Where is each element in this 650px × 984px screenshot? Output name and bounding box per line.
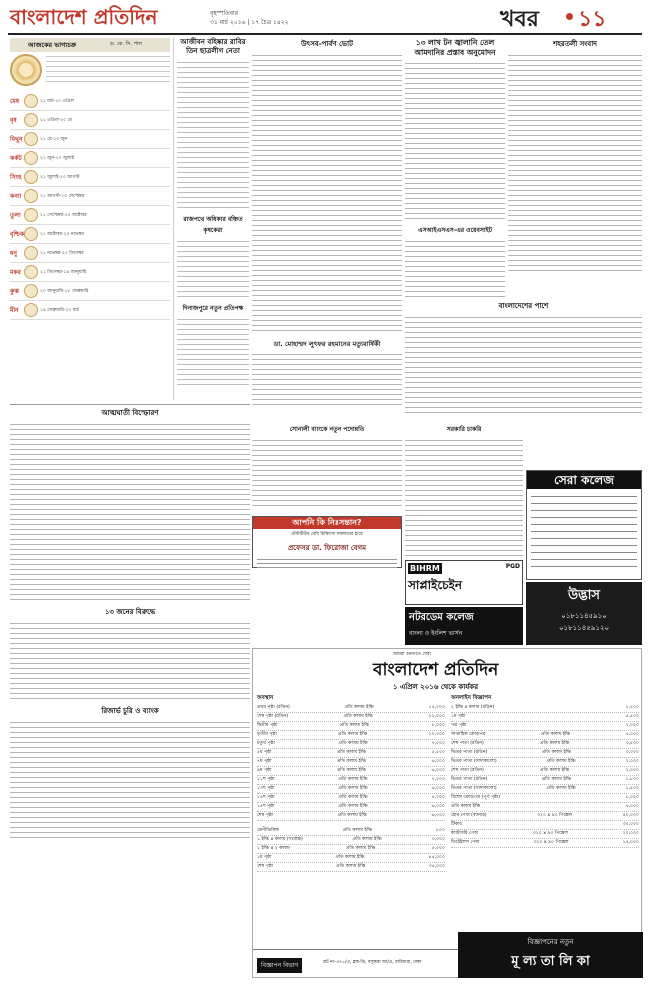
rate-cell: ১ ইঞ্চি x ২ কলাম <box>257 846 290 851</box>
horoscope-row <box>10 263 170 282</box>
news-column-4 <box>405 38 505 338</box>
zodiac-icon <box>24 170 38 184</box>
horoscope-row <box>10 92 170 111</box>
ad-bihrm-pgd: PGD <box>505 563 520 570</box>
zodiac-sign-name: মীন <box>10 306 19 314</box>
rate-cell: প্রতি কলাম ইঞ্চি <box>540 732 571 737</box>
rate-row <box>257 812 445 821</box>
rate-cell: ৮,০০০ <box>625 795 639 800</box>
rate-cell: প্রতি কলাম ইঞ্চি <box>346 846 376 851</box>
ad-ivf[interactable] <box>252 516 402 568</box>
newspaper-logo: বাংলাদেশ প্রতিদিন <box>10 5 158 29</box>
rate-cell: ১ ইঞ্চি x কলাম (সর্বোচ্চ) <box>257 837 303 842</box>
rate-cell: প্রতি কলাম ইঞ্চি <box>339 723 370 728</box>
body-text <box>10 621 250 701</box>
rate-cell: প্রতি কলাম ইঞ্চি <box>336 759 367 764</box>
zodiac-icon <box>24 113 38 127</box>
rate-cell: ৭,০০০ <box>431 777 445 782</box>
rate-banner-top: বিজ্ঞাপনের নতুন <box>527 938 574 946</box>
rate-cell: ১৩শ পৃষ্ঠা <box>257 786 275 791</box>
rate-cell: শেষ পাতা (রঙিন) <box>451 741 484 746</box>
rate-card-left-col <box>257 695 445 872</box>
zodiac-sign-name: কন্যা <box>10 192 22 200</box>
rate-cell: ৬,০০০ <box>431 768 445 773</box>
rate-cell: ভিতর পাতা (সাদাকালো) <box>451 786 497 791</box>
rate-row <box>257 863 445 872</box>
rate-cell: প্রতি কলাম ইঞ্চি <box>338 777 368 782</box>
rate-row <box>257 836 445 845</box>
zodiac-wheel-icon <box>10 54 42 86</box>
rate-cell: ১০,০০০ <box>428 732 445 737</box>
rate-cell: ৫ম পৃষ্ঠা <box>257 750 272 755</box>
headline-bd-pashe: বাংলাদেশের পাশে <box>498 302 549 310</box>
rate-row <box>451 731 639 740</box>
rate-cell: ১৫,০০০ <box>428 705 445 710</box>
rate-card-effective: ১ এপ্রিল ২০১৬ থেকে কার্যকর <box>393 683 479 691</box>
zodiac-icon <box>24 227 38 241</box>
rate-cell: ১,৮০০ <box>625 777 639 782</box>
rate-cell: ভিতর পাতা (সাদাকালো) <box>451 759 497 764</box>
rate-cell: প্রতি কলাম ইঞ্চি <box>546 759 576 764</box>
headline-sis: এসআইএসএস-এর ওয়েবসাইট <box>418 227 492 234</box>
rate-cell: প্রতি কলাম ইঞ্চি <box>546 786 576 791</box>
rate-row <box>257 722 445 731</box>
rate-cell: বিশেষ ক্রোড়পত্র (পূর্ণ পৃষ্ঠা) <box>451 795 501 800</box>
ad-ivf-contact <box>257 557 397 569</box>
headline-fuel: ১৩ লাখ টন জ্বালানি তেল আমদানির প্রস্তাব অনুমোদন <box>414 38 496 57</box>
horoscope-row <box>10 301 170 320</box>
section-dot <box>566 13 573 20</box>
ad-uac[interactable] <box>405 607 523 645</box>
rate-cell: ১৫,০০০ <box>622 840 639 845</box>
horoscope-intro-text <box>46 54 170 86</box>
rate-cell: ৪০,০০০ <box>622 813 639 818</box>
zodiac-icon <box>24 284 38 298</box>
horoscope-row <box>10 111 170 130</box>
rate-cell: ৩,৫০০ <box>625 741 639 746</box>
zodiac-sign-name: মিথুন <box>10 135 23 143</box>
headline-shahartali: শহরতলী সংবাদ <box>553 40 597 48</box>
masthead-rule <box>8 33 642 35</box>
rate-cell: শ্রেণীভিত্তিক <box>257 828 279 833</box>
rate-cell: ৩২০ x ৯০ পিক্সেল <box>532 831 568 836</box>
body-text <box>10 720 250 840</box>
rate-row <box>451 812 639 821</box>
rate-cell: ক্যাটাগরি পেজ <box>451 831 479 836</box>
rate-row <box>451 767 639 776</box>
rate-row <box>257 827 445 836</box>
body-text <box>10 422 250 602</box>
rate-card-right-col <box>451 695 639 848</box>
ad-sera-body <box>531 493 637 573</box>
ad-ivf-doctor: প্রফেসর ডা. ফিরোজা বেগম <box>287 544 367 552</box>
rate-row <box>451 704 639 713</box>
rate-row <box>451 776 639 785</box>
ad-bihrm[interactable] <box>405 560 523 605</box>
rate-row <box>451 785 639 794</box>
ad-udvas-title: উদ্ভাস <box>567 588 601 603</box>
rate-cell: ২ ইঞ্চি x কলাম (রঙিন) <box>451 705 495 710</box>
rate-cell: ৫,৫০০ <box>625 714 639 719</box>
ad-bihrm-logo: BIHRM <box>410 564 440 573</box>
horoscope-row <box>10 282 170 301</box>
zodiac-range: ২১ অক্টোবর-২০ নভেম্বর <box>40 231 84 237</box>
horoscope-row <box>10 244 170 263</box>
horoscope-row <box>10 168 170 187</box>
rate-footer-label: বিজ্ঞাপন বিভাগ <box>257 958 302 973</box>
zodiac-range: ২১ ডিসেম্বর-১৯ জানুয়ারি <box>40 269 87 275</box>
rate-row <box>257 767 445 776</box>
zodiac-range: ২১ নভেম্বর-২০ ডিসেম্বর <box>40 250 84 256</box>
rate-cell: ৫,৫০০ <box>431 750 445 755</box>
rate-row <box>451 821 639 830</box>
zodiac-icon <box>24 94 38 108</box>
rate-cell: ৭ম পৃষ্ঠা <box>257 759 272 764</box>
rate-cell: ৩০,০০০ <box>622 822 639 827</box>
zodiac-sign-name: সিংহ <box>10 173 22 181</box>
rate-cell: ১,৫০০ <box>625 786 639 791</box>
rate-row <box>257 845 445 854</box>
horoscope-column <box>10 38 170 400</box>
rate-row <box>257 785 445 794</box>
rate-cell: প্রতি কলাম ইঞ্চি <box>344 705 374 710</box>
rate-cell: ভিতর পাতা (রঙিন) <box>451 750 488 755</box>
body-text <box>252 352 402 407</box>
rate-cell: দ্বিতীয় পৃষ্ঠা <box>257 723 278 728</box>
rate-footer-banner <box>458 932 643 978</box>
rate-right-title: অনলাইন বিজ্ঞাপন <box>451 695 492 701</box>
zodiac-range: ১৯ ফেব্রুয়ারি-২০ মার্চ <box>40 307 79 313</box>
body-text <box>252 438 402 508</box>
rate-cell: ১৪শ পৃষ্ঠা <box>257 795 275 800</box>
news-middle-right <box>405 424 523 559</box>
news-column-2 <box>173 38 249 400</box>
body-text <box>252 53 402 333</box>
headline-krishok: রাজপথে অধিকার বঞ্চিত কৃষকেরা <box>183 216 243 234</box>
rate-cell: পত্র পৃষ্ঠা <box>451 723 467 728</box>
rate-row <box>257 776 445 785</box>
rate-cell: প্রতি কলাম ইঞ্চি <box>338 804 368 809</box>
rate-cell: প্রতি কলাম ইঞ্চি <box>338 786 368 791</box>
rate-cell: ৯ম পৃষ্ঠা <box>257 768 272 773</box>
rate-row <box>257 704 445 713</box>
masthead-day: বৃহস্পতিবার <box>210 10 238 17</box>
rate-cell: ৪৫,০০০ <box>428 855 445 860</box>
horoscope-header <box>10 38 170 52</box>
zodiac-range: ২১ সেপ্টেম্বর-২০ অক্টোবর <box>40 212 87 218</box>
ad-uac-sub: বাংলা ও ইংলিশ ভার্সন <box>409 630 463 637</box>
rate-cell: প্রতি কলাম ইঞ্চি <box>451 804 481 809</box>
rate-left-title: অবস্থান <box>257 695 274 701</box>
rate-cell: ৩,০০০ <box>625 750 639 755</box>
news-middle <box>252 424 402 514</box>
body-text <box>405 61 505 221</box>
rate-cell: প্রতি কলাম ইঞ্চি <box>338 795 368 800</box>
rate-row <box>451 803 639 812</box>
rate-cell: ৭,০০০ <box>431 741 445 746</box>
zodiac-sign-name: বৃশ্চিক <box>10 230 25 238</box>
rate-row <box>451 722 639 731</box>
rate-cell: ৩৫,০০০ <box>428 864 445 869</box>
rate-card <box>252 648 642 978</box>
masthead-date: ৩১ মার্চ ২০১৬ | ১৭ চৈত্র ১৪২২ <box>210 19 289 26</box>
rate-cell: প্রতি কলাম ইঞ্চি <box>337 813 367 818</box>
headline-chakri: সরকারি চাকরি <box>446 426 482 433</box>
zodiac-range: ২১ এপ্রিল-২০ মে <box>40 117 72 123</box>
body-text <box>508 53 642 273</box>
ad-sera-title: সেরা কলেজ <box>527 471 641 489</box>
horoscope-title: আজকের ভাগ্যচক্র <box>28 41 77 49</box>
zodiac-sign-name: মকর <box>10 268 21 276</box>
rate-right-rows <box>451 704 639 848</box>
horoscope-row <box>10 225 170 244</box>
rate-cell: তৃতীয় পৃষ্ঠা <box>257 732 277 737</box>
rate-cell: ৩২০ x ৯০ পিক্সেল <box>533 840 569 845</box>
rate-row <box>257 794 445 803</box>
body-text <box>405 315 642 415</box>
zodiac-sign-name: কুম্ভ <box>10 287 19 295</box>
zodiac-icon <box>24 189 38 203</box>
rate-banner-main: মূ ল্য তা লি কা <box>511 954 590 969</box>
rate-cell: শেষ পাতা (রঙিন) <box>451 768 484 773</box>
rate-cell: প্রতি কলাম ইঞ্চি <box>541 750 572 755</box>
body-text <box>177 239 249 299</box>
rate-cell: ১৫শ পৃষ্ঠা <box>257 804 275 809</box>
rate-card-pre: আমরা গুনগতে সেরা <box>393 652 431 657</box>
zodiac-sign-name: কর্কট <box>10 154 22 162</box>
zodiac-range: ২১ জুলাই-২০ আগস্ট <box>40 174 80 180</box>
ad-udvas[interactable] <box>526 582 642 645</box>
horoscope-list <box>10 92 170 320</box>
rate-cell: প্রতি কলাম ইঞ্চি <box>336 864 366 869</box>
body-text <box>177 317 249 387</box>
headline-upoharon: উৎসব-পার্বণ ভোট <box>301 40 353 48</box>
rate-cell: ১১শ পৃষ্ঠা <box>257 777 275 782</box>
body-text <box>405 239 505 299</box>
rate-row <box>451 749 639 758</box>
rate-cell: টিকার <box>451 822 462 827</box>
rate-footer <box>253 938 643 977</box>
headline-blast: আত্মঘাতী বিস্ফোরণ <box>101 409 159 417</box>
horoscope-row <box>10 149 170 168</box>
rate-left-rows <box>257 704 445 821</box>
rate-row <box>451 713 639 722</box>
rate-cell: ৩,০০০ <box>431 837 445 842</box>
rate-row <box>257 854 445 863</box>
rate-cell: ৮,০০০ <box>431 723 445 728</box>
horoscope-author: ড. কে. সি. পাল <box>110 41 143 47</box>
zodiac-icon <box>24 303 38 317</box>
masthead <box>0 0 650 32</box>
rate-row <box>257 740 445 749</box>
rate-cell: ৬,০০০ <box>431 786 445 791</box>
news-column-5 <box>508 38 642 278</box>
rate-row <box>451 758 639 767</box>
rate-cell: ২০,০০০ <box>622 831 639 836</box>
rate-cell: প্রতি কলাম ইঞ্চি <box>338 741 368 746</box>
rate-cell: প্রতি কলাম ইঞ্চি <box>540 768 570 773</box>
rate-cell: সাপ্তাহিক ক্রোড়পত্র <box>451 732 486 737</box>
rate-cell: শেষ পৃষ্ঠা <box>257 813 274 818</box>
rate-cell: ২,০০০ <box>625 723 639 728</box>
rate-footer-address: প্লট নং-৩৭১/এ, ব্লক-ডি, বসুন্ধরা আ/এ, বারিধারা, ঢাকা <box>323 960 422 965</box>
rate-row <box>257 803 445 812</box>
rate-left-rows2 <box>257 827 445 872</box>
rate-cell: প্রতি কলাম ইঞ্চি <box>352 837 382 842</box>
zodiac-sign-name: মেষ <box>10 97 20 105</box>
body-text <box>177 60 249 210</box>
rate-cell: ২,০০০ <box>625 759 639 764</box>
zodiac-icon <box>24 246 38 260</box>
rate-cell: প্রথম পৃষ্ঠা (রঙিন) <box>257 705 290 710</box>
zodiac-sign-name: ধনু <box>10 249 17 257</box>
zodiac-range: ২১ আগস্ট-২০ সেপ্টেম্বর <box>40 193 85 199</box>
rate-cell: ১২,০০০ <box>428 714 445 719</box>
zodiac-icon <box>24 208 38 222</box>
rate-cell: ভিতর পাতা (রঙিন) <box>451 777 488 782</box>
rate-cell: ১ম পৃষ্ঠা <box>451 714 466 719</box>
headline-rabi: আজীবন বহিষ্কার রাবির তিন ছাত্রলীগ নেতা <box>180 38 246 55</box>
zodiac-icon <box>24 132 38 146</box>
zodiac-range: ২১ জুন-২০ জুলাই <box>40 155 74 161</box>
zodiac-icon <box>24 151 38 165</box>
rate-row <box>257 713 445 722</box>
rate-cell: প্রতি কলাম ইঞ্চি <box>541 777 572 782</box>
rate-cell: প্রতি কলাম ইঞ্চি <box>342 828 373 833</box>
section-title: খবর <box>500 7 539 32</box>
rate-row <box>257 749 445 758</box>
ad-ivf-sub: টেস্টটিউব বেবি চিকিৎসা সফলতার হারে <box>291 532 363 537</box>
ad-uac-title: নটরডেম কলেজ <box>409 612 474 623</box>
rate-cell: ৮০০ <box>436 828 445 833</box>
news-bottom-left <box>10 404 250 834</box>
zodiac-range: ২১ মে-২০ জুন <box>40 136 68 142</box>
news-dr-lutfor <box>252 340 402 420</box>
rate-cell: প্রতি কলাম ইঞ্চি <box>540 741 570 746</box>
zodiac-sign-name: বৃষ <box>10 116 17 124</box>
zodiac-range: ২১ মার্চ-২০ এপ্রিল <box>40 98 74 104</box>
rate-cell: ৬,০০০ <box>625 804 639 809</box>
news-bangladesh-pashe <box>405 300 642 420</box>
ad-udvas-phone: ০১৮১১৪৫৯১০ <box>561 612 607 620</box>
ad-ivf-title: আপনি কি নিঃসন্তান? <box>253 517 401 529</box>
rate-cell: শেষ পৃষ্ঠা <box>257 864 274 869</box>
rate-cell: ৫,০০০ <box>431 846 445 851</box>
rate-cell: প্রতি কলাম ইঞ্চি <box>335 855 365 860</box>
rate-cell: ৩২০ x ৯০ পিক্সেল <box>537 813 573 818</box>
rate-cell: প্রতি কলাম ইঞ্চি <box>338 732 368 737</box>
rate-cell: ৬,০০০ <box>431 759 445 764</box>
rate-cell: ২,২০০ <box>625 705 639 710</box>
ad-bihrm-supply: সাপ্লাইচেইন <box>408 578 463 592</box>
news-column-3 <box>252 38 402 338</box>
headline-13-jon: ১৩ জনের বিরুদ্ধে <box>104 608 156 616</box>
page-number: ১১ <box>578 7 607 32</box>
rate-row <box>257 758 445 767</box>
rate-row <box>451 830 639 839</box>
rate-cell: ৬,০০০ <box>431 813 445 818</box>
rate-cell: হোম পেজ (ব্যানার) <box>451 813 487 818</box>
horoscope-row <box>10 130 170 149</box>
rate-row <box>451 740 639 749</box>
rate-cell: ১ম পৃষ্ঠা <box>257 855 272 860</box>
headline-sonali: সোনালী ব্যাংকে নতুন পদোন্নতি <box>289 426 365 433</box>
rate-cell: ৫,০০০ <box>625 732 639 737</box>
rate-cell: প্রতি কলাম ইঞ্চি <box>343 714 373 719</box>
headline-dr-lutfor: ডা. মোহাম্মদ লুৎফর রহমানের মত্যুবার্ষিকী <box>273 340 381 348</box>
rate-card-brand: বাংলাদেশ প্রতিদিন <box>373 660 499 680</box>
zodiac-range: ২০ জানুয়ারি-১৮ ফেব্রুয়ারি <box>40 288 89 294</box>
horoscope-intro <box>10 54 170 88</box>
horoscope-row <box>10 206 170 225</box>
rate-cell: প্রতি কলাম ইঞ্চি <box>336 768 367 773</box>
body-text <box>405 438 523 558</box>
ad-udvas-phone: ০১৮১১৪৫৯১২০ <box>559 624 609 632</box>
zodiac-icon <box>24 265 38 279</box>
rate-cell: ২,০০০ <box>625 768 639 773</box>
rate-row <box>451 839 639 848</box>
rate-cell: ৫,০০০ <box>431 795 445 800</box>
rate-cell: প্রতি কলাম ইঞ্চি <box>336 750 367 755</box>
headline-reserve: রিজার্ভ চুরি ও ব্যাংক <box>101 707 159 715</box>
rate-cell: ৬,০০০ <box>431 804 445 809</box>
headline-dinajpur: দিনাজপুরে নতুন প্রতিপক্ষ <box>182 305 244 312</box>
ad-sera[interactable] <box>526 470 642 580</box>
rate-row <box>257 731 445 740</box>
rate-cell: ডিটেইলস পেজ <box>451 840 480 845</box>
rate-row <box>451 794 639 803</box>
horoscope-row <box>10 187 170 206</box>
zodiac-sign-name: তুলা <box>10 211 21 219</box>
rate-cell: শেষ পৃষ্ঠা (রঙিন) <box>257 714 289 719</box>
rate-cell: চতুর্থ পৃষ্ঠা <box>257 741 275 746</box>
